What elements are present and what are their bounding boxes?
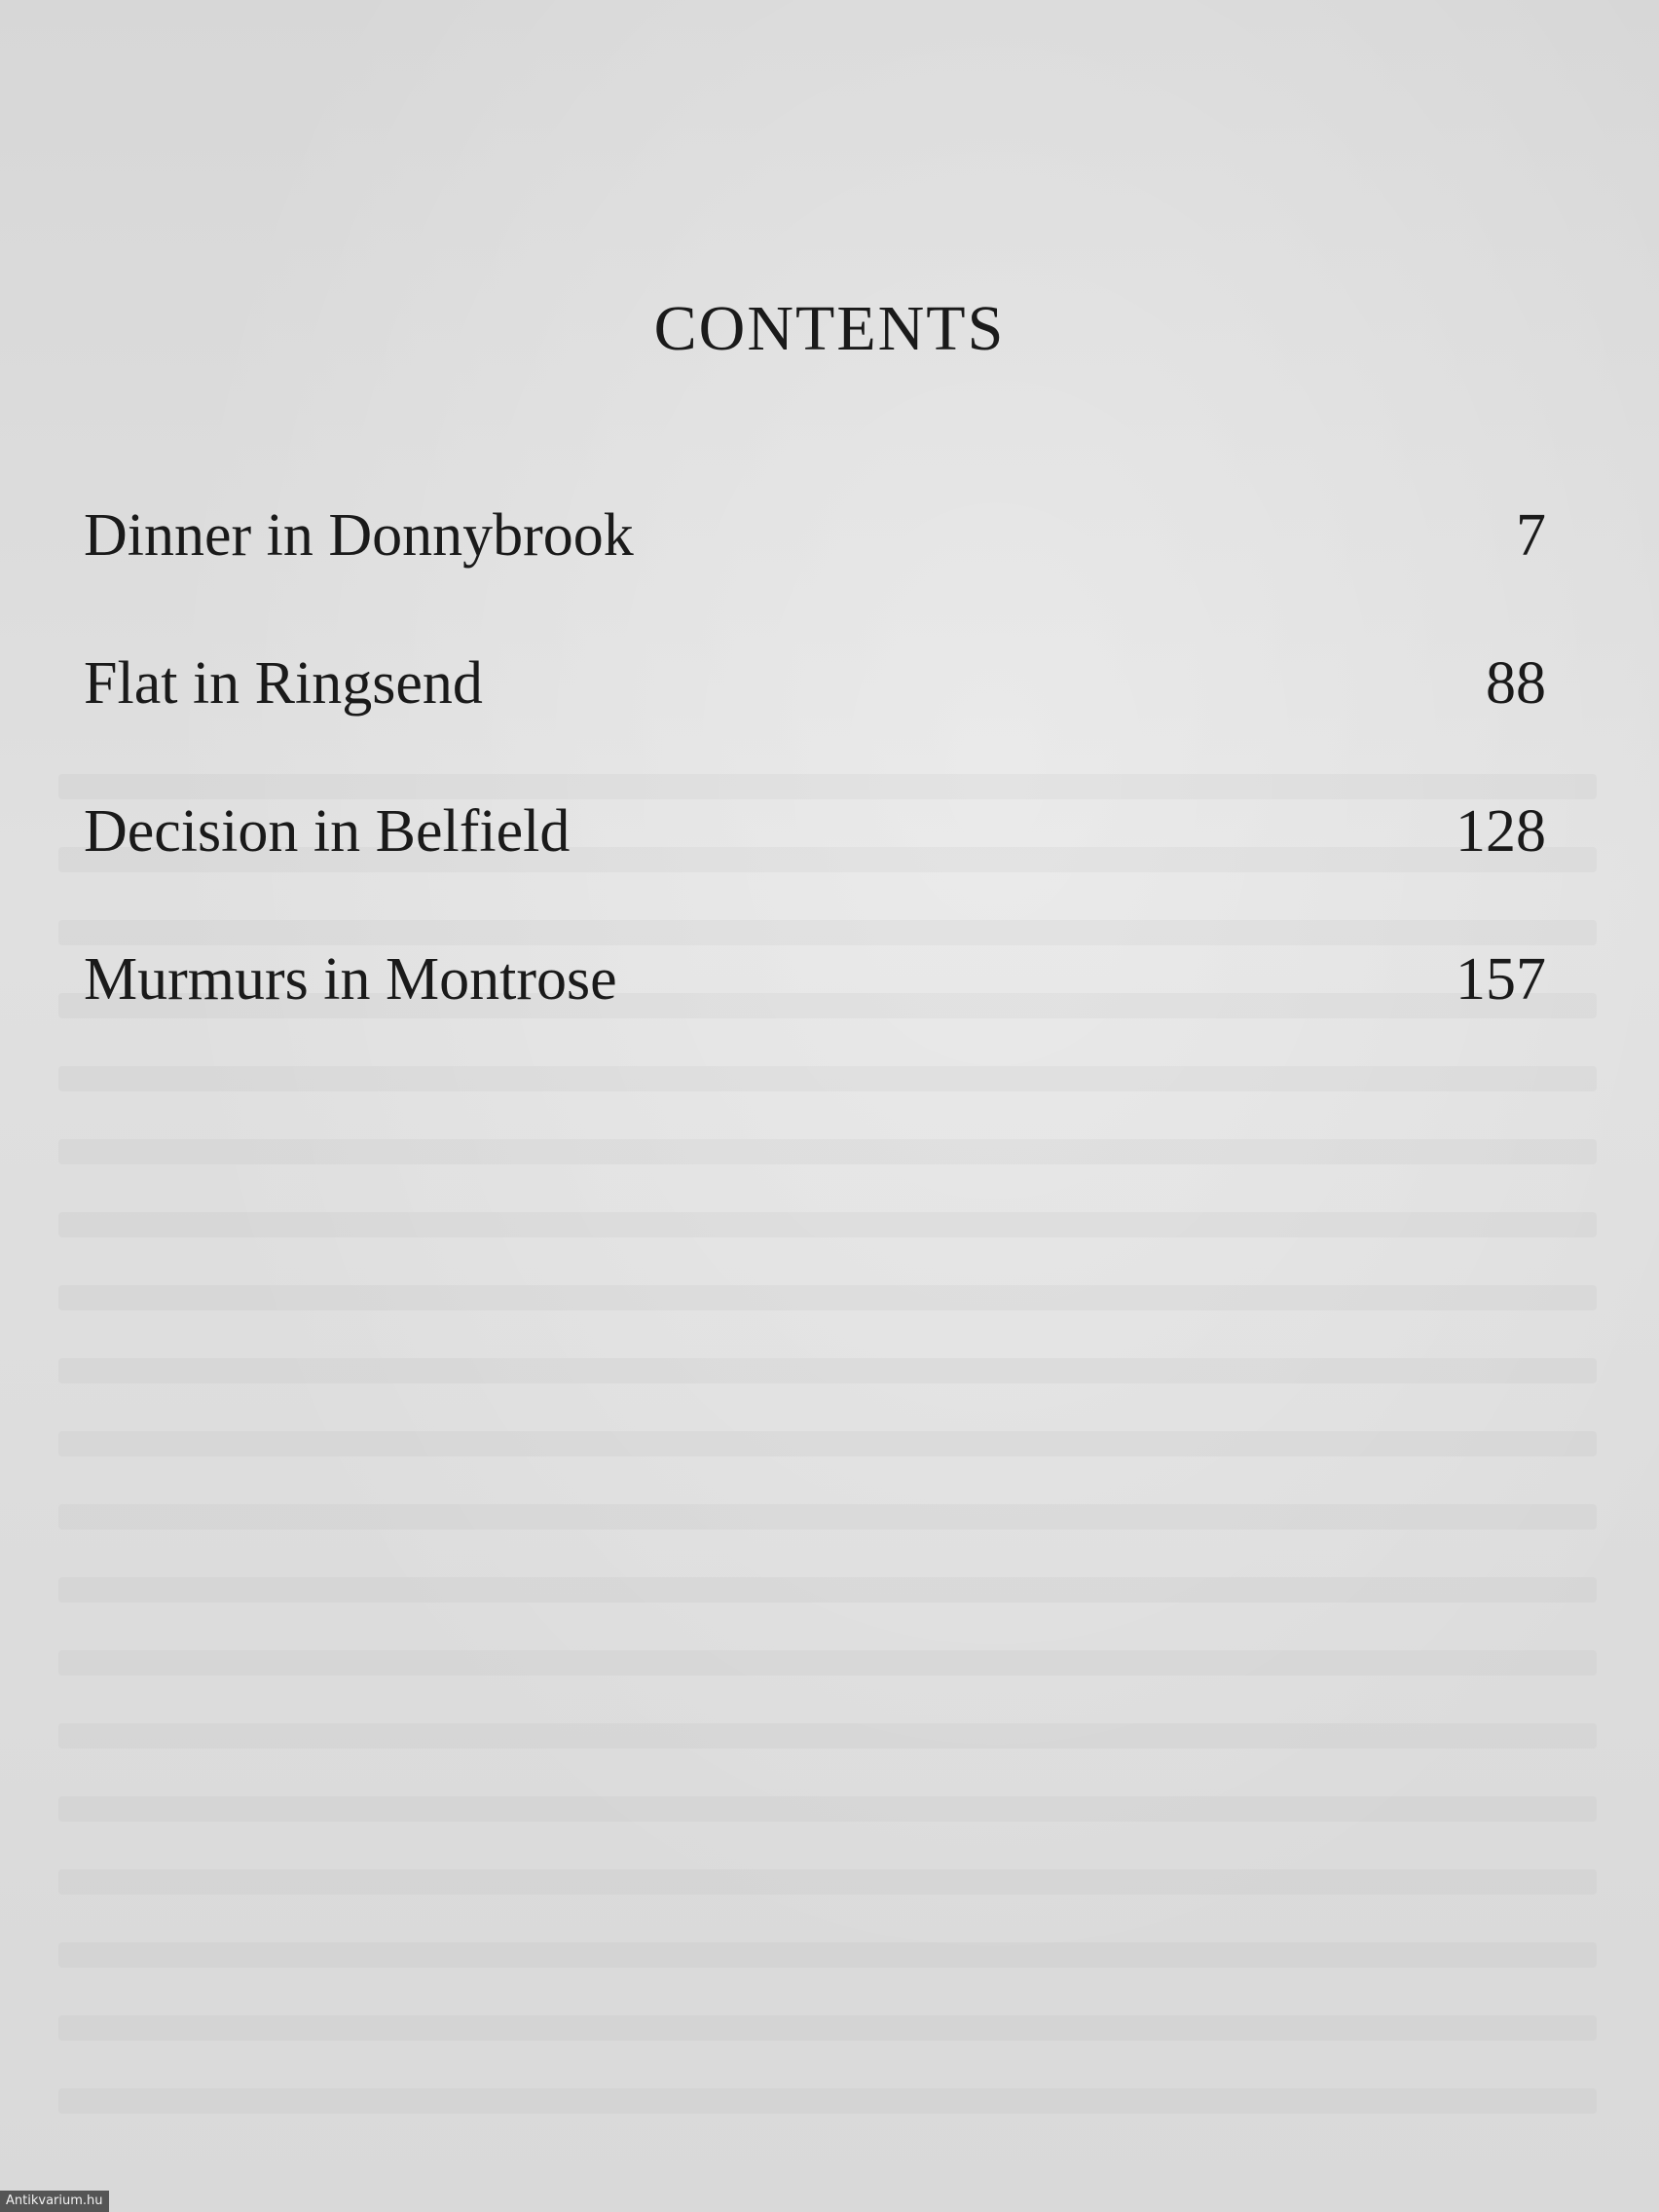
- toc-entry: [84, 501, 1546, 649]
- toc-entry: [84, 945, 1546, 1093]
- toc-entry-title: Dinner in Donnybrook: [84, 502, 634, 569]
- toc-entry-title: Murmurs in Montrose: [84, 946, 617, 1013]
- bleed-through-line: [58, 2088, 1597, 2114]
- bleed-through-line: [58, 1723, 1597, 1749]
- toc-entry: [84, 649, 1546, 797]
- toc-entry-page: 88: [1486, 650, 1546, 717]
- bleed-through-line: [58, 2015, 1597, 2041]
- bleed-through-line: [58, 1796, 1597, 1822]
- toc-entry-title: Flat in Ringsend: [84, 650, 483, 717]
- table-of-contents: [84, 501, 1546, 1093]
- bleed-through-line: [58, 1139, 1597, 1164]
- bleed-through-line: [58, 1650, 1597, 1676]
- toc-entry-title: Decision in Belfield: [84, 798, 571, 865]
- bleed-through-line: [58, 1431, 1597, 1456]
- bleed-through-line: [58, 1869, 1597, 1895]
- toc-entry-page: 7: [1516, 502, 1546, 569]
- bleed-through-line: [58, 1942, 1597, 1968]
- bleed-through-line: [58, 1285, 1597, 1310]
- toc-entry: [84, 797, 1546, 945]
- bleed-through-line: [58, 1504, 1597, 1530]
- contents-heading: CONTENTS: [653, 293, 1006, 364]
- toc-entry-page: 157: [1456, 946, 1546, 1013]
- bleed-through-line: [58, 1212, 1597, 1237]
- toc-entry-page: 128: [1456, 798, 1546, 865]
- bleed-through-line: [58, 1577, 1597, 1603]
- watermark-label: Antikvarium.hu: [0, 2191, 109, 2212]
- bleed-through-line: [58, 1358, 1597, 1383]
